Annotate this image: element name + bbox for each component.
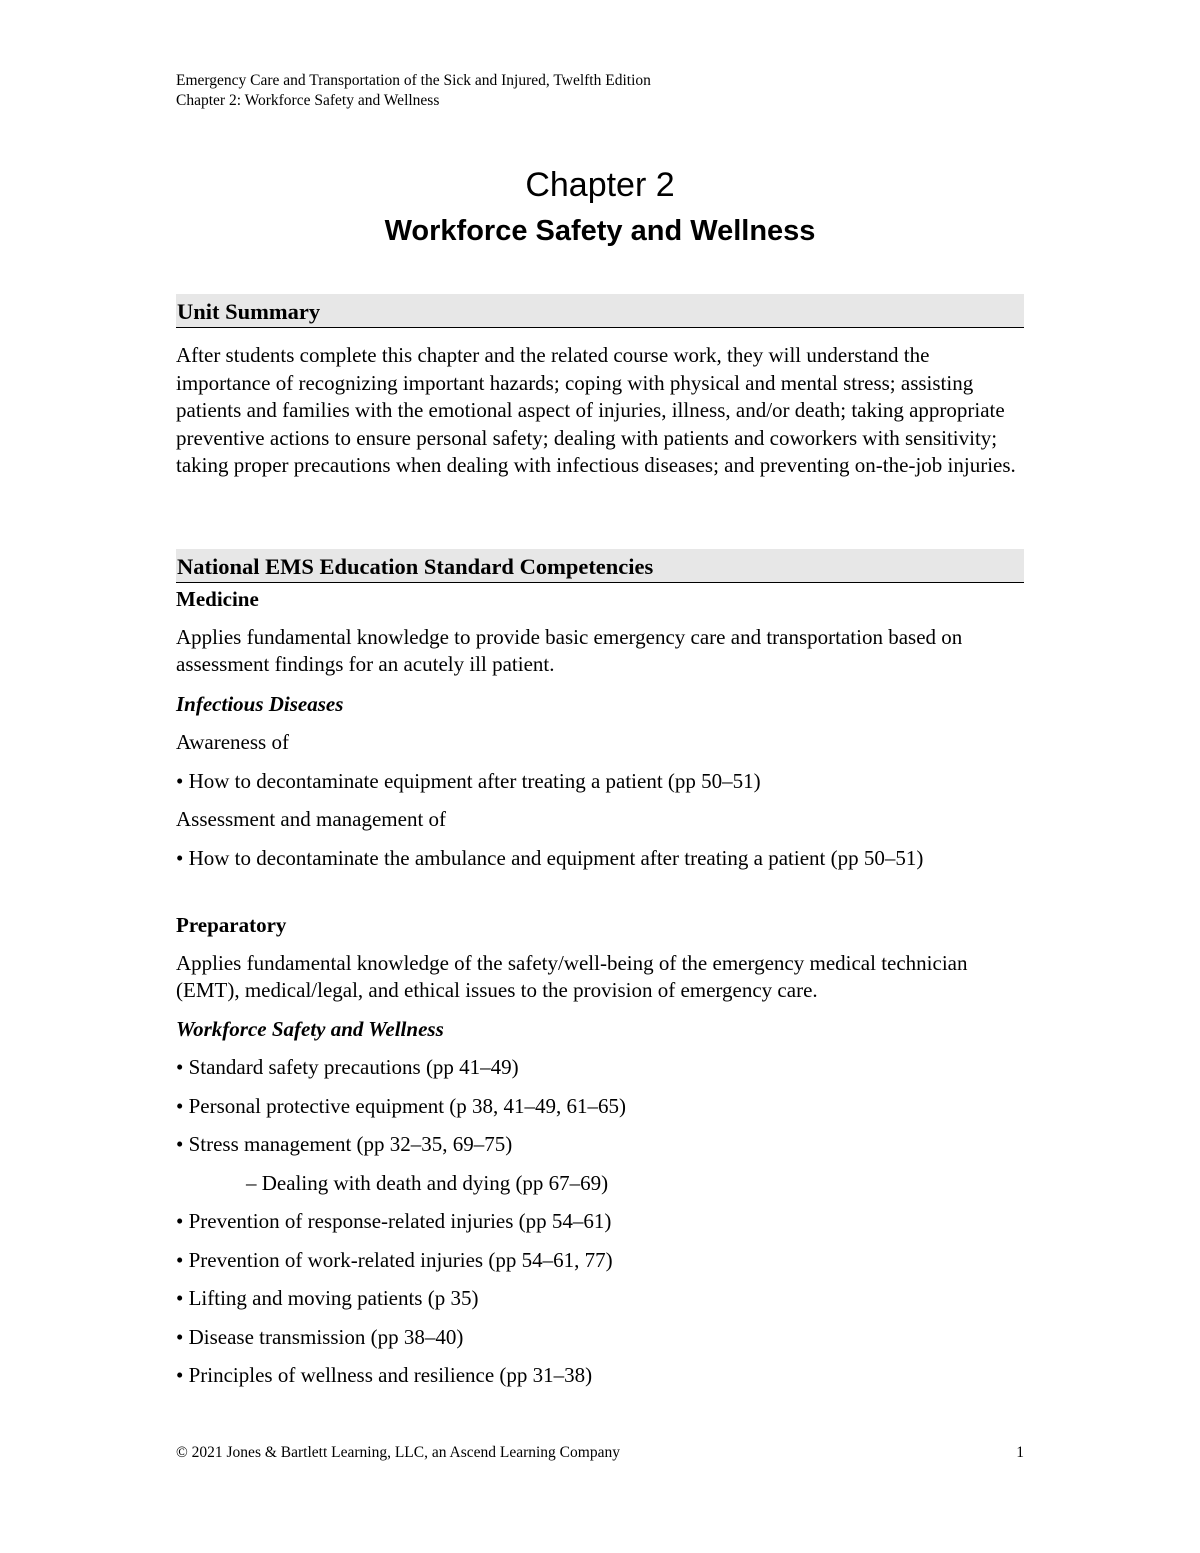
list-item: • Stress management (pp 32–35, 69–75)	[176, 1132, 513, 1156]
unit-summary-body: After students complete this chapter and the related course work, they will understand the importance of recognizing important hazards; coping with physical and mental stress; assisting patients and families with the emotional aspect of injuries, illness, and/or death; taking appropriate preventive actions to ensure personal safety; dealing with patients and coworkers with sensitivity; taking proper precautions when dealing with infectious diseases; and preventing on-the-job injuries.	[176, 343, 1016, 477]
workforce-safety-heading: Workforce Safety and Wellness	[176, 1016, 444, 1041]
page-number: 1	[1016, 1444, 1024, 1461]
header-chapter-title: Chapter 2: Workforce Safety and Wellness	[176, 92, 440, 109]
preparatory-heading: Preparatory	[176, 913, 287, 937]
list-subitem: – Dealing with death and dying (pp 67–69)	[246, 1170, 609, 1195]
page-footer	[176, 1442, 1024, 1464]
competencies-heading: National EMS Education Standard Competencies	[176, 549, 1024, 583]
list-item: • Prevention of work-related injuries (pp 54–61, 77)	[176, 1247, 613, 1272]
list-item: • Disease transmission (pp 38–40)	[176, 1324, 464, 1349]
medicine-body: Applies fundamental knowledge to provide basic emergency care and transportation based on assessment findings for an acutely ill patient.	[176, 624, 963, 676]
footer-copyright: © 2021 Jones & Bartlett Learning, LLC, an Ascend Learning Company	[176, 1444, 620, 1461]
assessment-label: Assessment and management of	[176, 807, 447, 831]
chapter-title: Chapter 2	[525, 166, 675, 204]
list-item: • How to decontaminate the ambulance and equipment after treating a patient (pp 50–51)	[176, 845, 924, 870]
list-item: • How to decontaminate equipment after treating a patient (pp 50–51)	[176, 768, 761, 793]
preparatory-section	[176, 912, 1026, 1390]
page-header	[176, 71, 651, 111]
medicine-heading: Medicine	[176, 587, 259, 611]
unit-summary-body-block	[176, 342, 1026, 480]
preparatory-body: Applies fundamental knowledge of the safety/well-being of the emergency medical technician (EMT), medical/legal, and ethical issues to the provision of emergency care.	[176, 950, 968, 1002]
chapter-subtitle: Workforce Safety and Wellness	[384, 215, 816, 247]
awareness-label: Awareness of	[176, 730, 289, 754]
medicine-section	[176, 586, 1026, 872]
infectious-diseases-heading: Infectious Diseases	[176, 691, 344, 716]
list-item: • Principles of wellness and resilience (pp 31–38)	[176, 1363, 593, 1387]
header-book-title: Emergency Care and Transportation of the Sick and Injured, Twelfth Edition	[176, 72, 651, 89]
list-item: • Personal protective equipment (p 38, 41–49, 61–65)	[176, 1093, 627, 1118]
unit-summary-heading: Unit Summary	[176, 294, 1024, 328]
list-item: • Standard safety precautions (pp 41–49)	[176, 1055, 519, 1079]
list-item: • Lifting and moving patients (p 35)	[176, 1286, 479, 1310]
list-item: • Prevention of response-related injuries (pp 54–61)	[176, 1209, 612, 1233]
